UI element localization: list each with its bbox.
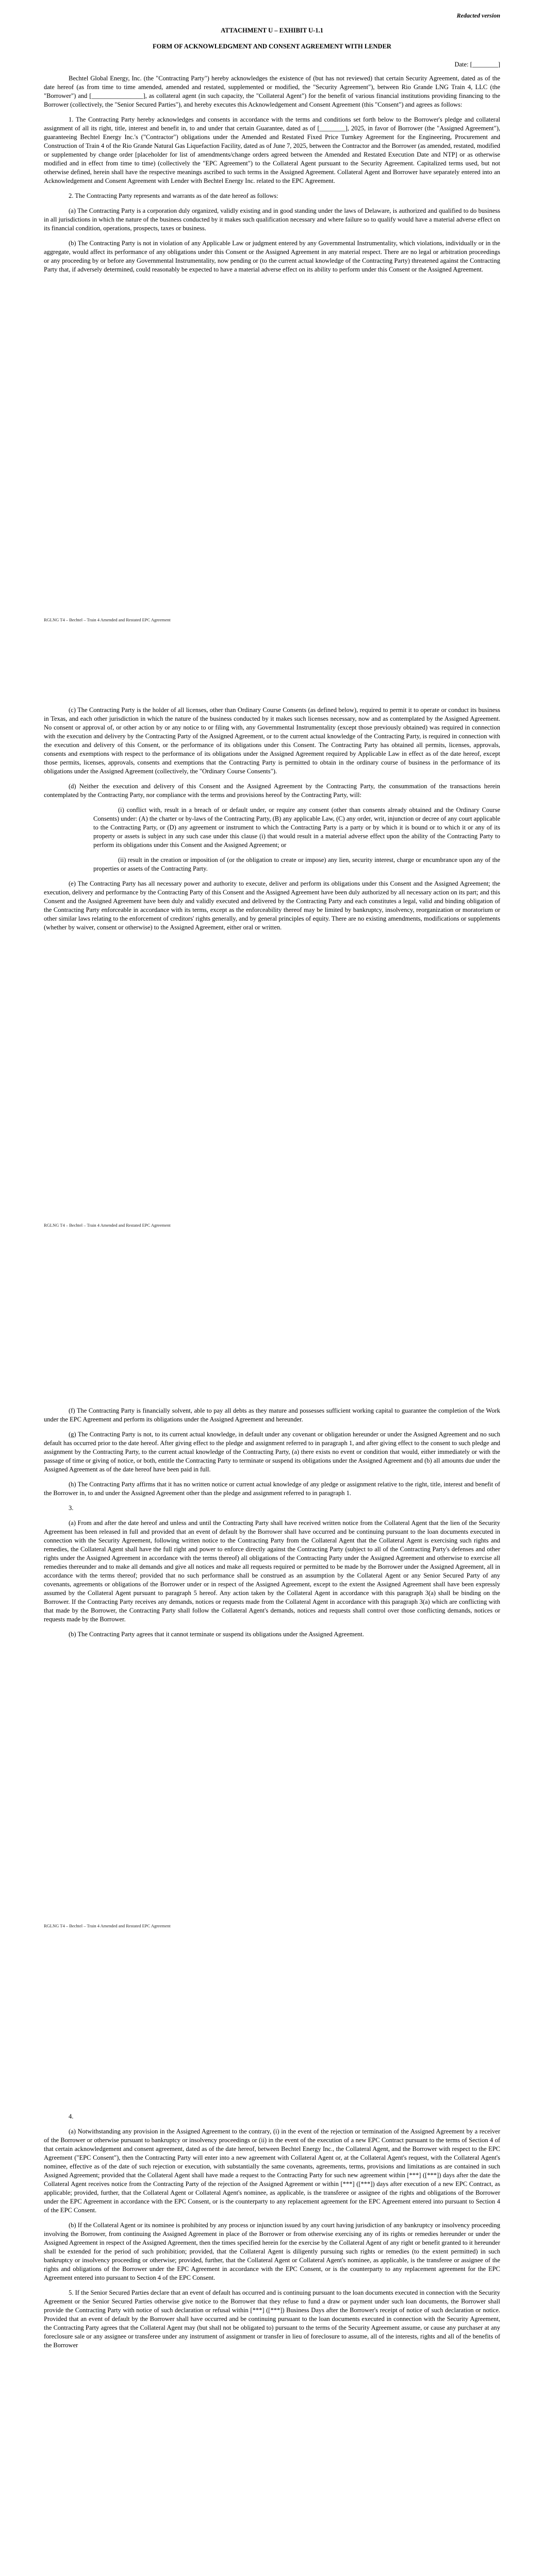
form-title: FORM OF ACKNOWLEDGMENT AND CONSENT AGREEMENT WITH LENDER [153,43,391,50]
paragraph-3b: (b) The Contracting Party agrees that it cannot terminate or suspend its obligations under the Assigned Agreement. [69,1631,364,1638]
paragraph-2g: (g) The Contracting Party is not, to its current actual knowledge, in default under any covenant or obligation hereunder or under the Assigned Agreement and no such default has occurred prior to the date hereof. After giving effect to the pledge and assignment referred to in paragraph 1, and after giving effect to the consent to such pledge and assignment by the Contracting Party, to the current actual knowledge of the Contracting Party, (a) there exists no event or condition that would, either immediately or with the passage of time or giving of notice, or both, entitle the Contracting Party to terminate or suspend its obligations under the Assigned Agreement and (b) all amounts due under the Assigned Agreement as of the date hereof have been paid in full. [44,1431,500,1473]
paragraph-2b: (b) The Contracting Party is not in violation of any Applicable Law or judgment entered by any Governmental Instrumentality, which violations, individually or in the aggregate, would affect its performance of any obligations under this Consent or the Assigned Agreement in any material respect. There are no legal or arbitration proceedings or any proceeding by or before any Governmental Instrumentality, now pending or (to the current actual knowledge of the Contracting Party) threatened against the Contracting Party that, if adversely determined, could reasonably be expected to have a material adverse effect on its ability to perform under this Consent or the Assigned Agreement. [44,240,500,273]
attachment-title: ATTACHMENT U – EXHIBIT U-1.1 [221,27,323,34]
intro-paragraph: Bechtel Global Energy, Inc. (the "Contracting Party") hereby acknowledges the existence of (but has not reviewed) that certain Security Agreement, dated as of the date hereof (as from time to time amended, amended and restated, supplemented or modified, the "Security Agreement"), between Rio Grande LNG Train 4, LLC (the "Borrower") and [________________], as collateral agent (in such capacity, the "Collateral Agent") for the benefit of various financial institutions providing financing to the Borrower (collectively, the "Senior Secured Parties"), and hereby executes this Acknowledgement and Consent Agreement (this "Consent") and agrees as follows: [44,75,500,108]
page-footer: RGLNG T4 – Bechtel – Train 4 Amended and Restated EPC Agreement [44,1223,171,1228]
paragraph-2: 2. The Contracting Party represents and warrants as of the date hereof as follows: [69,192,278,199]
paragraph-2c: (c) The Contracting Party is the holder of all licenses, other than Ordinary Course Consents (as defined below), required to permit it to operate or conduct its business in Texas, and each other jurisdiction in which the nature of the business conducted by it makes such licenses necessary, now and as contemplated by the Assigned Agreement. No consent or approval of, or other action by or any notice to or filing with, any Governmental Instrumentality (except those previously obtained) was required in connection with the execution and delivery by the Contracting Party of the Assigned Agreement, or to the current actual knowledge of the Contracting Party, is required in connection with the execution and delivery of this Consent, or the performance of its obligations under this Consent. The Contracting Party has obtained all permits, licenses, approvals, consents and exemptions with respect to the performance of its obligations under the Assigned Agreement required by Applicable Law in effect as of the date hereof, except those permits, licenses, approvals, consents and exemptions that the Contracting Party is permitted to obtain in the ordinary course of business in the performance of its obligations under the Assigned Agreement (collectively, the "Ordinary Course Consents"). [44,706,500,775]
paragraph-5: 5. If the Senior Secured Parties declare that an event of default has occurred and is continuing pursuant to the loan documents executed in connection with the Security Agreement or the Senior Secured Parties otherwise give notice to the Borrower that they refuse to fund a draw or payment under such loan documents, the Borrower shall provide the Contracting Party with notice of such declaration or refusal within [***] ([***]) Business Days after the Borrower's receipt of notice of such declaration or notice. Provided that an event of default by the Borrower shall have occurred and be continuing pursuant to the loan documents executed in connection with the Security Agreement, the Contracting Party agrees that the Collateral Agent may (but shall not be obligated to) pursuant to the terms of the Security Agreement assume, or cause any purchaser at any foreclosure sale or any assignee or transferee under any instrument of assignment or transfer in lieu of foreclosure to assume, all of the interests, rights and all of the benefits of the Borrower [44,2289,500,2349]
paragraph-2f: (f) The Contracting Party is financially solvent, able to pay all debts as they mature and possesses sufficient working capital to guarantee the completion of the Work under the EPC Agreement and perform its obligations under the Assigned Agreement and hereunder. [44,1407,500,1423]
page-1 [0,0,544,622]
paragraph-2d-i: (i) conflict with, result in a breach of or default under, or require any consent (other than consents already obtained and the Ordinary Course Consents) under: (A) the charter or by-laws of the Contracting Party, (B) any applicable Law, (C) any order, writ, injunction or decree of any court applicable to the Contracting Party, or (D) any agreement or instrument to which the Contracting Party is a party or by which it is bound or to which it or any of its property or assets is subject in any such case under this clause (i) that would result in a material adverse effect upon the ability of the Contracting Party to perform its obligations under this Consent and the Assigned Agreement; or [93,806,500,849]
paragraph-1: 1. The Contracting Party hereby acknowledges and consents in accordance with the terms and conditions set forth below to the Borrower's pledge and collateral assignment of all its right, title, interest and benefit in, to and under that certain Guarantee, dated as of [________], 2025, in favor of Borrower (the "Assigned Agreement"), guaranteeing Bechtel Energy Inc.'s ("Contractor") obligations under the Amended and Restated Fixed Price Turnkey Agreement for the Engineering, Procurement and Construction of Train 4 of the Rio Grande Natural Gas Liquefaction Facility, dated as of June 7, 2025, between the Contractor and the Borrower (as amended, restated, modified or supplemented by change order [placeholder for list of amendments/change orders agreed between the Amended and Restated Execution Date and NTP] or as otherwise modified and in effect from time to time) (collectively the "EPC Agreement") to the Collateral Agent pursuant to the Security Agreement. Capitalized terms used, but not otherwise defined, herein shall have the respective meanings ascribed to such terms in the Assigned Agreement. Collateral Agent and Borrower have separately entered into an Acknowledgement and Consent Agreement with Lender with Bechtel Energy Inc. related to the EPC Agreement. [44,116,500,184]
paragraph-2a: (a) The Contracting Party is a corporation duly organized, validly existing and in good standing under the laws of Delaware, is authorized and qualified to do business in all jurisdictions in which the nature of the business conducted by it makes such qualification necessary and where failure so to qualify would have a material adverse effect on its financial condition, operations, prospects, taxes or business. [44,207,500,232]
page-2 [0,706,544,1228]
paragraph-2d-ii: (ii) result in the creation or imposition of (or the obligation to create or impose) any lien, security interest, charge or encumbrance upon any of the properties or assets of the Contracting Party. [93,856,500,872]
redacted-label: Redacted version [456,12,500,19]
paragraph-2d: (d) Neither the execution and delivery of this Consent and the Assigned Agreement by the Contracting Party, the consummation of the transactions herein contemplated by the Contracting Party, nor compliance with the terms and provisions hereof by the Contracting Party, will: [44,783,500,799]
paragraph-4a: (a) Notwithstanding any provision in the Assigned Agreement to the contrary, (i) in the event of the rejection or termination of the Assigned Agreement by a receiver of the Borrower or otherwise pursuant to bankruptcy or insolvency proceedings or (ii) in the event of the execution of a new EPC Contract pursuant to the terms of Section 4 of that certain acknowledgement and consent agreement, dated as of the date hereof, between Bechtel Energy Inc., the Collateral Agent, and the Borrower with respect to the EPC Agreement ("EPC Consent"), then the Contracting Party will enter into a new agreement with Collateral Agent or, at the Collateral Agent's request, with the Collateral Agent's nominee, effective as of the date of such rejection or execution, with substantially the same covenants, agreements, terms, provisions and limitations as are contained in such Assigned Agreement; provided that the Collateral Agent shall have made a request to the Contracting Party for such new agreement within [***] ([***]) days after the date the Collateral Agent receives notice from the Contracting Party of the rejection of the Assigned Agreement or within [***] ([***]) days after execution of a new EPC Contract, as applicable; provided, further, that the Collateral Agent or Collateral Agent's nominee, as applicable, is the transferee or assignee of the rights and obligations of the Borrower under the EPC Agreement in accordance with the EPC Consent, or is the counterparty to any replacement agreement for the EPC Agreement entered into pursuant to Section 4 of the EPC Consent. [44,2128,500,2214]
date-line: Date: [________] [454,61,500,68]
page-footer: RGLNG T4 – Bechtel – Train 4 Amended and Restated EPC Agreement [44,617,171,622]
paragraph-2h: (h) The Contracting Party affirms that it has no written notice or current actual knowledge of any pledge or assignment relative to the right, title, interest and benefit of the Borrower in, to and under the Assigned Agreement other than the pledge and assignment referred to in paragraph 1. [44,1481,500,1497]
paragraph-4b: (b) If the Collateral Agent or its nominee is prohibited by any process or injunction issued by any court having jurisdiction of any bankruptcy or insolvency proceeding involving the Borrower, from continuing the Assigned Agreement in place of the Borrower or from otherwise exercising any of its rights or remedies hereunder or under the Assigned Agreement in respect of the Assigned Agreement, then the times specified herein for the exercise by the Collateral Agent of any right or benefit granted to it hereunder shall be extended for the period of such prohibition; provided, that the Collateral Agent is diligently pursuing such rights or remedies (to the extent permitted) in such bankruptcy or insolvency proceeding or otherwise; provided, further, that the Collateral Agent or Collateral Agent's nominee, as applicable, is the transferee or assignee of the rights and obligations of the Borrower under the EPC Agreement in accordance with the EPC Consent, or is the counterparty to any replacement agreement for the EPC Agreement entered into pursuant to Section 4 of the EPC Consent. [44,2222,500,2281]
paragraph-3a: (a) From and after the date hereof and unless and until the Contracting Party shall have received written notice from the Collateral Agent that the lien of the Security Agreement has been released in full and provided that an event of default by the Borrower shall have occurred and be continuing pursuant to the loan documents executed in connection with the Security Agreement, following written notice to the Contracting Party from the Collateral Agent that the Collateral Agent is exercising such rights and remedies, the Collateral Agent shall have the full right and power to enforce directly against the Contracting Party (subject to all of the Contracting Party's defenses and other rights under the Assigned Agreement in accordance with the terms thereof) all obligations of the Contracting Party under the Assigned Agreement and otherwise to exercise all remedies thereunder and to make all demands and give all notices and make all requests required or permitted to be made by the Borrower under the Assigned Agreement, all in accordance with the terms thereof; provided that no such performance shall be construed as an assumption by the Collateral Agent or any Senior Secured Party of any covenants, agreements or obligations of the Borrower under or in respect of the Assigned Agreement, except to the extent the Assigned Agreement shall have been expressly assumed by the Collateral Agent pursuant to paragraph 5 hereof. Any action taken by the Collateral Agent in accordance with this paragraph 3(a) shall be binding on the Borrower. If the Contracting Party receives any demands, notices or requests made from the Collateral Agent in accordance with this paragraph 3(a) which are conflicting with that made by the Borrower, the Contracting Party shall follow the Collateral Agent's demands, notices and requests shall control over those conflicting demands, notices or requests made by the Borrower. [44,1519,500,1623]
page-3 [0,1406,544,1928]
page-footer: RGLNG T4 – Bechtel – Train 4 Amended and Restated EPC Agreement [44,1923,171,1928]
paragraph-2e: (e) The Contracting Party has all necessary power and authority to execute, deliver and perform its obligations under this Consent and the Assigned Agreement; the execution, delivery and performance by the Contracting Party of this Consent and the Assigned Agreement have been duly authorized by all necessary action on its part; and this Consent and the Assigned Agreement have been duly and validly executed and delivered by the Contracting Party and each constitutes a legal, valid and binding obligation of the Contracting Party enforceable in accordance with its terms, except as the enforceability thereof may be limited by bankruptcy, insolvency, reorganization or moratorium or other similar laws relating to the enforcement of creditors' rights generally, and by general principles of equity. There are no existing amendments, modifications or supplements (whether by waiver, consent or otherwise) to the Assigned Agreement, either oral or written. [44,880,500,931]
paragraph-4: 4. [69,2113,74,2120]
page-4 [0,2112,544,2356]
paragraph-3: 3. [69,1504,74,1512]
